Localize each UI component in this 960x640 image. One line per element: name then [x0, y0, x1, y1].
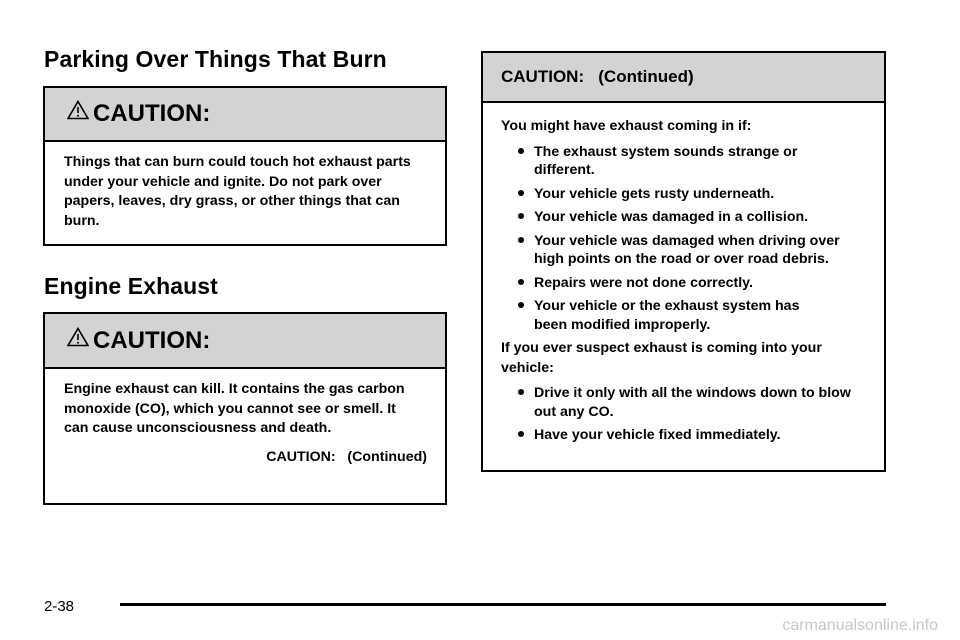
exhaust-signs-list — [501, 143, 866, 335]
list-item: Your vehicle was damaged when driving over high points on the road or over road debris. — [501, 232, 866, 269]
list-item: Your vehicle gets rusty underneath. — [501, 185, 866, 204]
caution-continued-label: CAUTION: (Continued) — [266, 448, 427, 465]
caution-continued-header — [483, 53, 884, 103]
caution-box-exhaust — [43, 312, 447, 505]
caution-continued-box — [481, 51, 886, 472]
caution-text-exhaust: Engine exhaust can kill. It contains the gas carbon monoxide (CO), which you cannot see or smell. It can cause unconsciousness and death. — [64, 381, 405, 436]
list-item: Have your vehicle fixed immediately. — [501, 426, 866, 445]
footer-rule — [120, 603, 886, 606]
heading-engine-exhaust: Engine Exhaust — [44, 273, 218, 299]
caution-label: CAUTION: — [93, 100, 211, 127]
page-number: 2-38 — [44, 598, 75, 615]
exhaust-intro-text: You might have exhaust coming in if: — [501, 118, 752, 134]
heading-parking-over-things: Parking Over Things That Burn — [44, 46, 387, 72]
warning-triangle-icon — [67, 327, 89, 347]
caution-continued-title: CAUTION: (Continued) — [501, 67, 694, 86]
list-item: Your vehicle or the exhaust system has been modified improperly. — [501, 297, 866, 334]
caution-label: CAUTION: — [93, 326, 211, 354]
list-item: Drive it only with all the windows down to blow out any CO. — [501, 384, 866, 421]
list-item: The exhaust system sounds strange or different. — [501, 143, 866, 180]
caution-text-parking: Things that can burn could touch hot exhaust parts under your vehicle and ignite. Do not park over papers, leaves, dry grass, or other things that can burn. — [64, 154, 411, 229]
list-item: Your vehicle was damaged in a collision. — [501, 208, 866, 227]
action-list — [501, 384, 866, 445]
warning-triangle-icon — [67, 100, 89, 120]
caution-box-parking — [43, 86, 447, 246]
watermark: carmanualsonline.info — [782, 617, 938, 634]
list-item: Repairs were not done correctly. — [501, 274, 866, 293]
suspect-exhaust-text: If you ever suspect exhaust is coming into your vehicle: — [501, 340, 822, 376]
caution-box-header — [45, 88, 445, 142]
caution-box-header — [45, 314, 445, 369]
